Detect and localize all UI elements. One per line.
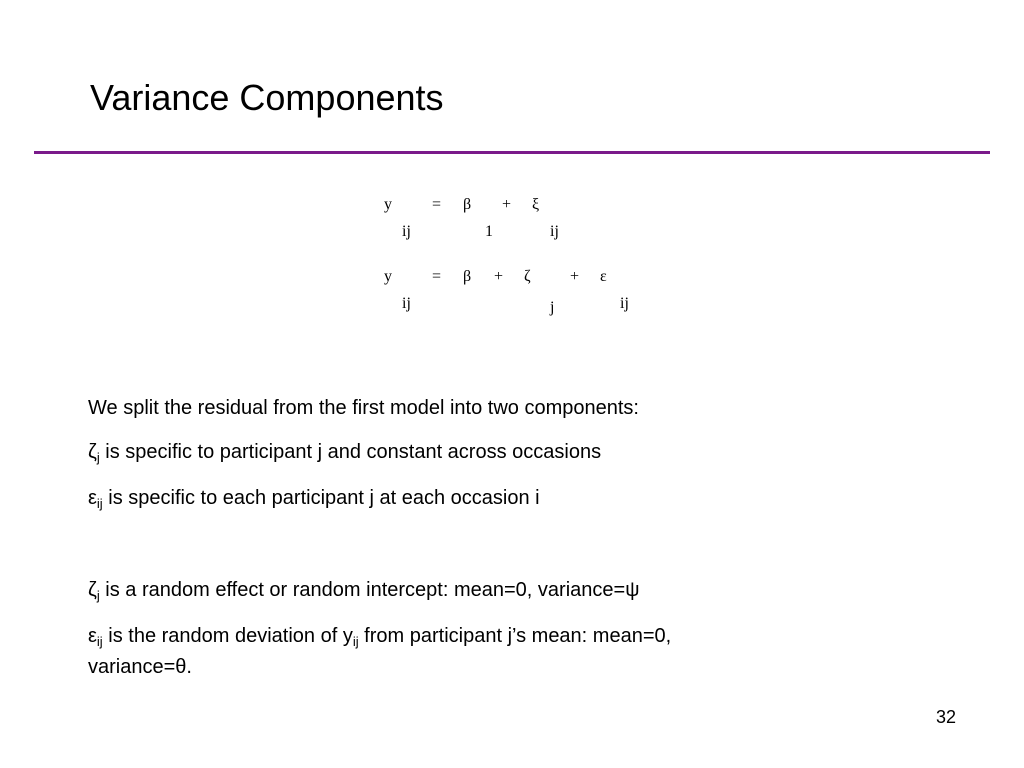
body-line-intro: We split the residual from the first model into two components: bbox=[88, 397, 639, 419]
zeta-symbol: ζ bbox=[88, 441, 97, 463]
epsilon-deviation-text-a: is the random deviation of y bbox=[102, 625, 353, 647]
epsilon-sub: ij bbox=[96, 496, 103, 511]
eq1-equals: = bbox=[432, 196, 442, 213]
body-line-zeta-random-effect bbox=[88, 578, 639, 602]
eq1-beta: β bbox=[463, 196, 472, 213]
epsilon-symbol-2: ε bbox=[88, 625, 97, 647]
y-sub: ij bbox=[352, 634, 359, 649]
zeta-sub-2: j bbox=[96, 588, 100, 603]
zeta-symbol-2: ζ bbox=[88, 579, 97, 601]
slide-title: Variance Components bbox=[90, 77, 444, 118]
eq2-beta: β bbox=[463, 268, 472, 285]
eq2-epsilon-sub: ij bbox=[620, 295, 629, 312]
epsilon-symbol: ε bbox=[88, 487, 97, 509]
zeta-definition-text: is specific to participant j and constant across occasions bbox=[99, 441, 602, 463]
eq1-plus: + bbox=[502, 196, 512, 213]
eq2-zeta: ζ bbox=[524, 268, 531, 285]
body-line-zeta-definition bbox=[88, 440, 601, 464]
eq1-lhs: y bbox=[384, 196, 392, 213]
eq2-epsilon: ε bbox=[600, 268, 607, 285]
eq1-xi-sub: ij bbox=[550, 223, 559, 240]
body-line-epsilon-definition bbox=[88, 486, 540, 510]
epsilon-definition-text: is specific to each participant j at each occasion i bbox=[102, 487, 540, 509]
page-number: 32 bbox=[936, 707, 957, 727]
zeta-sub: j bbox=[96, 450, 100, 465]
epsilon-deviation-text-b: from participant j’s mean: mean=0, bbox=[358, 625, 672, 647]
eq2-plus-1: + bbox=[494, 268, 504, 285]
eq1-beta-sub: 1 bbox=[485, 223, 493, 240]
eq2-lhs: y bbox=[384, 268, 392, 285]
eq1-lhs-sub: ij bbox=[402, 223, 411, 240]
zeta-random-effect-text: is a random effect or random intercept: mean=0, variance=ψ bbox=[99, 579, 640, 601]
eq2-equals: = bbox=[432, 268, 442, 285]
eq2-lhs-sub: ij bbox=[402, 295, 411, 312]
eq2-zeta-sub: j bbox=[550, 299, 555, 316]
body-line-epsilon-deviation-cont: variance=θ. bbox=[88, 656, 192, 678]
body-line-epsilon-deviation bbox=[88, 624, 671, 648]
epsilon-sub-2: ij bbox=[96, 634, 103, 649]
eq1-xi: ξ bbox=[532, 196, 540, 213]
eq2-plus-2: + bbox=[570, 268, 580, 285]
